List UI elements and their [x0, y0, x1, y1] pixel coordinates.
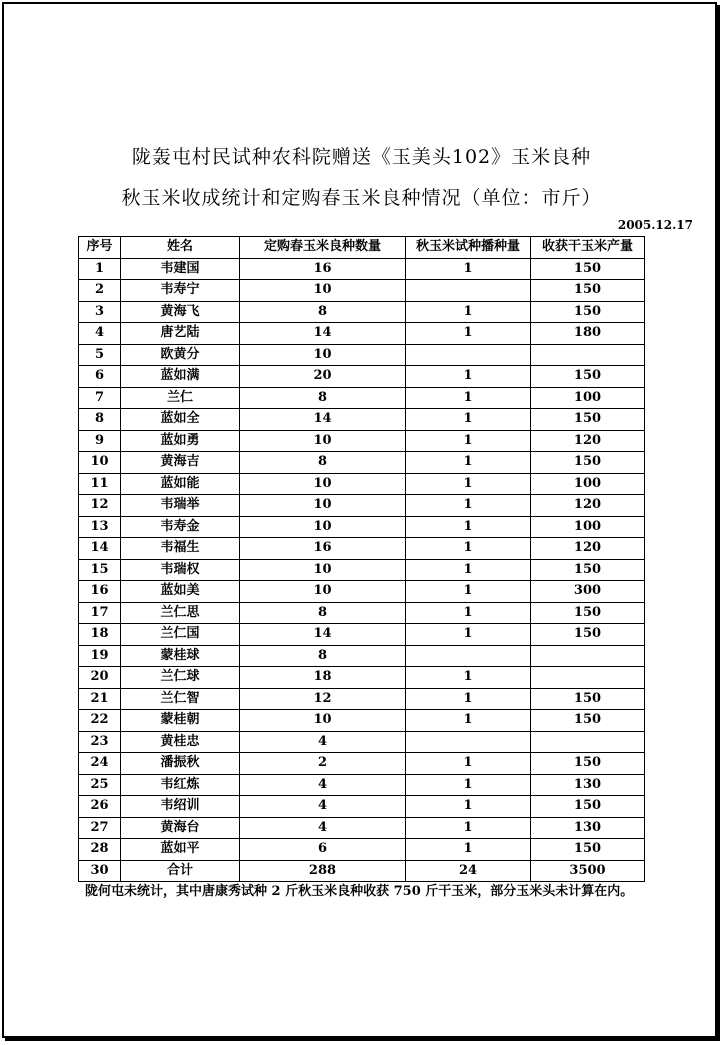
cell-name: 韦寿宁: [121, 280, 240, 302]
cell-autumn-sowing: 1: [406, 688, 531, 710]
cell-index: 11: [79, 473, 121, 495]
cell-name: 蓝如能: [121, 473, 240, 495]
cell-name: 韦建国: [121, 258, 240, 280]
table-row: [79, 667, 645, 689]
cell-index: 27: [79, 817, 121, 839]
cell-autumn-sowing: 1: [406, 323, 531, 345]
cell-name: 潘振秋: [121, 753, 240, 775]
cell-name: 韦瑞权: [121, 559, 240, 581]
cell-harvest-yield: 150: [531, 452, 645, 474]
cell-autumn-sowing: [406, 645, 531, 667]
cell-name: 韦寿金: [121, 516, 240, 538]
cell-autumn-sowing: [406, 344, 531, 366]
cell-index: 21: [79, 688, 121, 710]
cell-autumn-sowing: 1: [406, 516, 531, 538]
cell-autumn-sowing: 1: [406, 710, 531, 732]
cell-autumn-sowing: 1: [406, 258, 531, 280]
cell-autumn-sowing: 1: [406, 538, 531, 560]
cell-name: 黄桂忠: [121, 731, 240, 753]
cell-harvest-yield: 150: [531, 710, 645, 732]
cell-autumn-sowing: 1: [406, 667, 531, 689]
cell-index: 17: [79, 602, 121, 624]
cell-name: 兰仁国: [121, 624, 240, 646]
cell-autumn-sowing: 1: [406, 602, 531, 624]
cell-name: 韦福生: [121, 538, 240, 560]
cell-autumn-sowing: 1: [406, 753, 531, 775]
table-row: [79, 753, 645, 775]
cell-autumn-sowing: 1: [406, 366, 531, 388]
header-name: 姓名: [121, 237, 240, 259]
table-row: [79, 323, 645, 345]
header-harvest-yield: 收获干玉米产量: [531, 237, 645, 259]
cell-harvest-yield: 150: [531, 366, 645, 388]
cell-index: 16: [79, 581, 121, 603]
cell-spring-order: 4: [240, 817, 406, 839]
table-row: [79, 452, 645, 474]
header-autumn-sowing: 秋玉米试种播种量: [406, 237, 531, 259]
header-spring-order: 定购春玉米良种数量: [240, 237, 406, 259]
table-row: [79, 796, 645, 818]
cell-index: 6: [79, 366, 121, 388]
cell-index: 25: [79, 774, 121, 796]
table-row: [79, 731, 645, 753]
table-row: [79, 645, 645, 667]
cell-spring-order: 2: [240, 753, 406, 775]
cell-harvest-yield: 120: [531, 495, 645, 517]
cell-index: 23: [79, 731, 121, 753]
cell-index: 28: [79, 839, 121, 861]
table-row: [79, 258, 645, 280]
cell-harvest-yield: 150: [531, 280, 645, 302]
cell-name: 韦绍训: [121, 796, 240, 818]
cell-harvest-yield: 100: [531, 387, 645, 409]
cell-autumn-sowing: 1: [406, 817, 531, 839]
cell-index: 14: [79, 538, 121, 560]
table-row: [79, 817, 645, 839]
table-row: [79, 602, 645, 624]
cell-index: 30: [79, 860, 121, 882]
cell-name: 韦红炼: [121, 774, 240, 796]
cell-index: 7: [79, 387, 121, 409]
cell-index: 2: [79, 280, 121, 302]
cell-spring-order: 10: [240, 344, 406, 366]
cell-autumn-sowing: [406, 280, 531, 302]
cell-autumn-sowing: 1: [406, 624, 531, 646]
cell-index: 4: [79, 323, 121, 345]
cell-name: 蒙桂球: [121, 645, 240, 667]
cell-name: 蓝如平: [121, 839, 240, 861]
cell-autumn-sowing: 24: [406, 860, 531, 882]
cell-harvest-yield: [531, 645, 645, 667]
cell-harvest-yield: 130: [531, 817, 645, 839]
cell-spring-order: 10: [240, 581, 406, 603]
cell-name: 唐艺陆: [121, 323, 240, 345]
cell-index: 9: [79, 430, 121, 452]
table-row: [79, 860, 645, 882]
cell-harvest-yield: 150: [531, 796, 645, 818]
cell-index: 20: [79, 667, 121, 689]
cell-harvest-yield: 150: [531, 624, 645, 646]
cell-spring-order: 12: [240, 688, 406, 710]
cell-name: 蓝如满: [121, 366, 240, 388]
cell-spring-order: 4: [240, 731, 406, 753]
cell-spring-order: 10: [240, 495, 406, 517]
cell-spring-order: 10: [240, 710, 406, 732]
cell-name: 兰仁球: [121, 667, 240, 689]
cell-spring-order: 10: [240, 559, 406, 581]
cell-spring-order: 8: [240, 602, 406, 624]
table-row: [79, 516, 645, 538]
cell-autumn-sowing: 1: [406, 796, 531, 818]
cell-index: 1: [79, 258, 121, 280]
table-row: [79, 495, 645, 517]
cell-harvest-yield: 300: [531, 581, 645, 603]
table-row: [79, 581, 645, 603]
cell-index: 12: [79, 495, 121, 517]
cell-spring-order: 18: [240, 667, 406, 689]
cell-index: 24: [79, 753, 121, 775]
table-row: [79, 344, 645, 366]
cell-harvest-yield: 150: [531, 688, 645, 710]
cell-harvest-yield: 120: [531, 538, 645, 560]
cell-name: 蓝如全: [121, 409, 240, 431]
cell-name: 兰仁: [121, 387, 240, 409]
document-subtitle: 秋玉米收成统计和定购春玉米良种情况（单位：市斤）: [121, 187, 602, 209]
cell-name: 黄海台: [121, 817, 240, 839]
cell-spring-order: 14: [240, 409, 406, 431]
cell-spring-order: 16: [240, 258, 406, 280]
cell-autumn-sowing: 1: [406, 581, 531, 603]
cell-spring-order: 8: [240, 301, 406, 323]
table-row: [79, 387, 645, 409]
cell-harvest-yield: 150: [531, 839, 645, 861]
cell-name: 蓝如美: [121, 581, 240, 603]
cell-name: 蒙桂朝: [121, 710, 240, 732]
table-row: [79, 839, 645, 861]
cell-autumn-sowing: 1: [406, 774, 531, 796]
footnote: 陇何屯未统计，其中唐康秀试种 2 斤秋玉米良种收获 750 斤干玉米，部分玉米头未计算在内。: [85, 884, 634, 899]
cell-spring-order: 288: [240, 860, 406, 882]
cell-index: 19: [79, 645, 121, 667]
cell-spring-order: 4: [240, 796, 406, 818]
cell-harvest-yield: 100: [531, 473, 645, 495]
cell-harvest-yield: [531, 731, 645, 753]
cell-index: 22: [79, 710, 121, 732]
table-row: [79, 538, 645, 560]
cell-autumn-sowing: 1: [406, 559, 531, 581]
table-row: [79, 710, 645, 732]
table-row: [79, 473, 645, 495]
cell-harvest-yield: 130: [531, 774, 645, 796]
cell-name: 黄海飞: [121, 301, 240, 323]
cell-harvest-yield: 150: [531, 753, 645, 775]
table-row: [79, 366, 645, 388]
cell-index: 10: [79, 452, 121, 474]
cell-spring-order: 6: [240, 839, 406, 861]
cell-harvest-yield: 3500: [531, 860, 645, 882]
table-row: [79, 559, 645, 581]
document-title: 陇轰屯村民试种农科院赠送《玉美头102》玉米良种: [131, 146, 592, 168]
cell-name: 兰仁思: [121, 602, 240, 624]
cell-name: 蓝如勇: [121, 430, 240, 452]
cell-harvest-yield: 150: [531, 258, 645, 280]
cell-harvest-yield: 150: [531, 301, 645, 323]
cell-spring-order: 8: [240, 452, 406, 474]
cell-harvest-yield: [531, 344, 645, 366]
document-date: 2005.12.17: [617, 218, 693, 232]
table-row: [79, 688, 645, 710]
table-header-row: [79, 237, 645, 259]
cell-spring-order: 14: [240, 624, 406, 646]
cell-spring-order: 10: [240, 516, 406, 538]
header-index: 序号: [79, 237, 121, 259]
cell-spring-order: 20: [240, 366, 406, 388]
cell-harvest-yield: 100: [531, 516, 645, 538]
cell-autumn-sowing: 1: [406, 301, 531, 323]
table-body: [79, 258, 645, 882]
harvest-table: [78, 236, 645, 882]
cell-autumn-sowing: 1: [406, 839, 531, 861]
cell-index: 5: [79, 344, 121, 366]
cell-index: 3: [79, 301, 121, 323]
cell-spring-order: 4: [240, 774, 406, 796]
cell-name: 欧黄分: [121, 344, 240, 366]
cell-harvest-yield: 150: [531, 559, 645, 581]
cell-harvest-yield: 180: [531, 323, 645, 345]
cell-index: 26: [79, 796, 121, 818]
cell-autumn-sowing: 1: [406, 495, 531, 517]
cell-spring-order: 10: [240, 430, 406, 452]
cell-harvest-yield: 150: [531, 602, 645, 624]
cell-harvest-yield: 120: [531, 430, 645, 452]
cell-autumn-sowing: 1: [406, 409, 531, 431]
cell-autumn-sowing: 1: [406, 452, 531, 474]
cell-index: 18: [79, 624, 121, 646]
cell-name: 黄海吉: [121, 452, 240, 474]
cell-harvest-yield: 150: [531, 409, 645, 431]
table-row: [79, 430, 645, 452]
table-row: [79, 280, 645, 302]
cell-spring-order: 10: [240, 280, 406, 302]
cell-autumn-sowing: [406, 731, 531, 753]
cell-name: 兰仁智: [121, 688, 240, 710]
table-row: [79, 624, 645, 646]
cell-autumn-sowing: 1: [406, 473, 531, 495]
cell-index: 8: [79, 409, 121, 431]
cell-harvest-yield: [531, 667, 645, 689]
table-row: [79, 774, 645, 796]
table-row: [79, 301, 645, 323]
cell-index: 13: [79, 516, 121, 538]
cell-spring-order: 10: [240, 473, 406, 495]
cell-spring-order: 16: [240, 538, 406, 560]
cell-spring-order: 8: [240, 645, 406, 667]
table-row: [79, 409, 645, 431]
cell-autumn-sowing: 1: [406, 430, 531, 452]
cell-name: 韦瑞举: [121, 495, 240, 517]
cell-autumn-sowing: 1: [406, 387, 531, 409]
cell-spring-order: 8: [240, 387, 406, 409]
cell-spring-order: 14: [240, 323, 406, 345]
cell-name: 合计: [121, 860, 240, 882]
cell-index: 15: [79, 559, 121, 581]
